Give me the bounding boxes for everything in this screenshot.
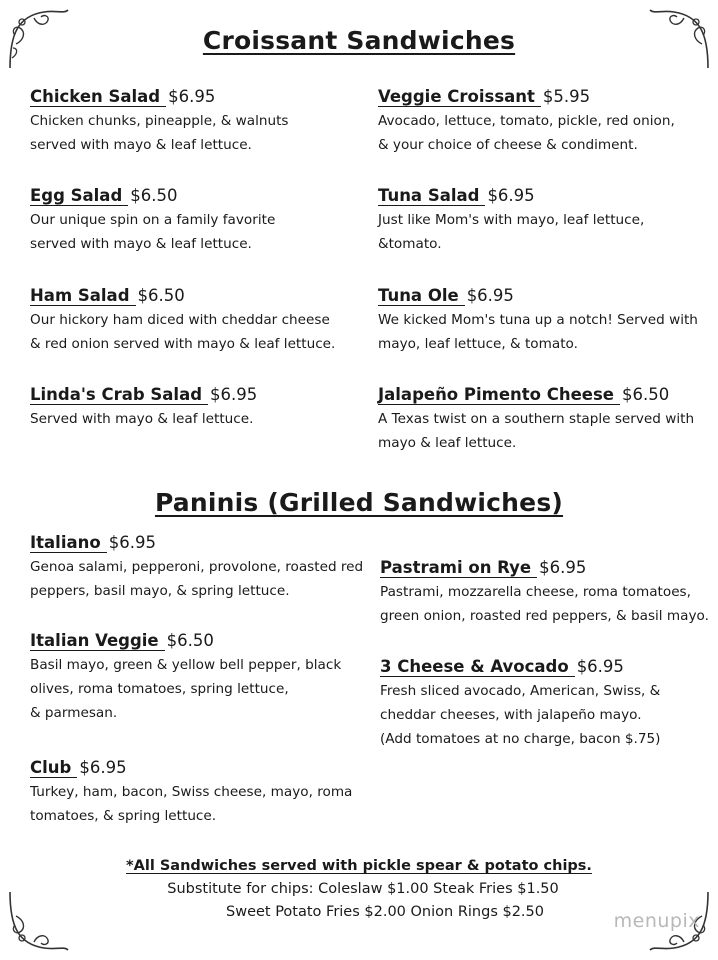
item-description: Just like Mom's with mayo, leaf lettuce, &tomato. (378, 212, 645, 252)
item-description: We kicked Mom's tuna up a notch! Served with mayo, leaf lettuce, & tomato. (378, 312, 698, 352)
item-price: $6.95 (466, 286, 514, 305)
item-description: Genoa salami, pepperoni, provolone, roasted red peppers, basil mayo, & spring lettuce. (30, 559, 364, 599)
item-price: $6.95 (79, 758, 127, 777)
watermark-text: menupix (613, 910, 700, 932)
item-price: $6.95 (487, 186, 535, 205)
menu-item-club (30, 757, 370, 828)
item-name: Club (30, 759, 77, 778)
menu-item-tuna-ole (378, 285, 718, 356)
menu-item-italiano (30, 532, 370, 603)
item-price: $6.50 (137, 286, 185, 305)
menu-item-3-cheese-avocado (380, 656, 718, 751)
item-description: Basil mayo, green & yellow bell pepper, black olives, roma tomatoes, spring lettuce, & parmesan. (30, 657, 342, 721)
menu-item-veggie-croissant (378, 86, 718, 157)
item-description: Fresh sliced avocado, American, Swiss, & cheddar cheeses, with jalapeño mayo. (Add tomatoes at no charge, bacon $.75) (380, 683, 661, 747)
item-description: Our unique spin on a family favorite served with mayo & leaf lettuce. (30, 212, 276, 252)
item-description: Served with mayo & leaf lettuce. (30, 411, 254, 427)
item-price: $6.95 (168, 87, 216, 106)
item-name: Jalapeño Pimento Cheese (378, 386, 620, 405)
item-name: Italiano (30, 534, 107, 553)
item-description: Turkey, ham, bacon, Swiss cheese, mayo, roma tomatoes, & spring lettuce. (30, 784, 353, 824)
menu-item-tuna-salad (378, 185, 718, 256)
menu-item-crab-salad (30, 384, 370, 431)
item-name: Linda's Crab Salad (30, 386, 208, 405)
item-name: Tuna Salad (378, 187, 485, 206)
menu-item-pastrami (380, 557, 718, 628)
item-description: Our hickory ham diced with cheddar cheese & red onion served with mayo & leaf lettuce. (30, 312, 336, 352)
item-price: $6.50 (166, 631, 214, 650)
section-title-paninis: Paninis (Grilled Sandwiches) (154, 488, 564, 517)
item-description: A Texas twist on a southern staple served with mayo & leaf lettuce. (378, 411, 695, 451)
menu-item-jalapeno-pimento (378, 384, 718, 455)
item-price: $6.95 (210, 385, 258, 404)
item-name: Tuna Ole (378, 287, 465, 306)
item-name: Italian Veggie (30, 632, 165, 651)
footer-substitutes-2: Sweet Potato Fries $2.00 Onion Rings $2.50 (226, 904, 544, 920)
footer-substitutes: Substitute for chips: Coleslaw $1.00 Steak Fries $1.50 (167, 881, 559, 897)
item-description: Avocado, lettuce, tomato, pickle, red onion, & your choice of cheese & condiment. (378, 113, 675, 153)
item-price: $6.95 (108, 533, 156, 552)
item-name: Ham Salad (30, 287, 136, 306)
menu-item-ham-salad (30, 285, 370, 356)
item-price: $6.50 (622, 385, 670, 404)
item-price: $6.50 (130, 186, 178, 205)
item-price: $6.95 (576, 657, 624, 676)
item-price: $6.95 (539, 558, 587, 577)
menu-footer (0, 855, 718, 924)
item-description: Chicken chunks, pineapple, & walnuts served with mayo & leaf lettuce. (30, 113, 289, 153)
item-name: Pastrami on Rye (380, 559, 537, 578)
footer-note: *All Sandwiches served with pickle spear & potato chips. (126, 858, 592, 874)
item-description: Pastrami, mozzarella cheese, roma tomatoes, green onion, roasted red peppers, & basil mayo. (380, 584, 709, 624)
item-price: $5.95 (542, 87, 591, 106)
item-name: 3 Cheese & Avocado (380, 658, 575, 677)
menu-item-chicken-salad (30, 86, 370, 157)
item-name: Egg Salad (30, 187, 128, 206)
section-title-croissant: Croissant Sandwiches (202, 26, 516, 55)
item-name: Chicken Salad (30, 88, 166, 107)
menu-item-italian-veggie (30, 630, 370, 725)
menu-item-egg-salad (30, 185, 370, 256)
item-name: Veggie Croissant (378, 88, 541, 107)
